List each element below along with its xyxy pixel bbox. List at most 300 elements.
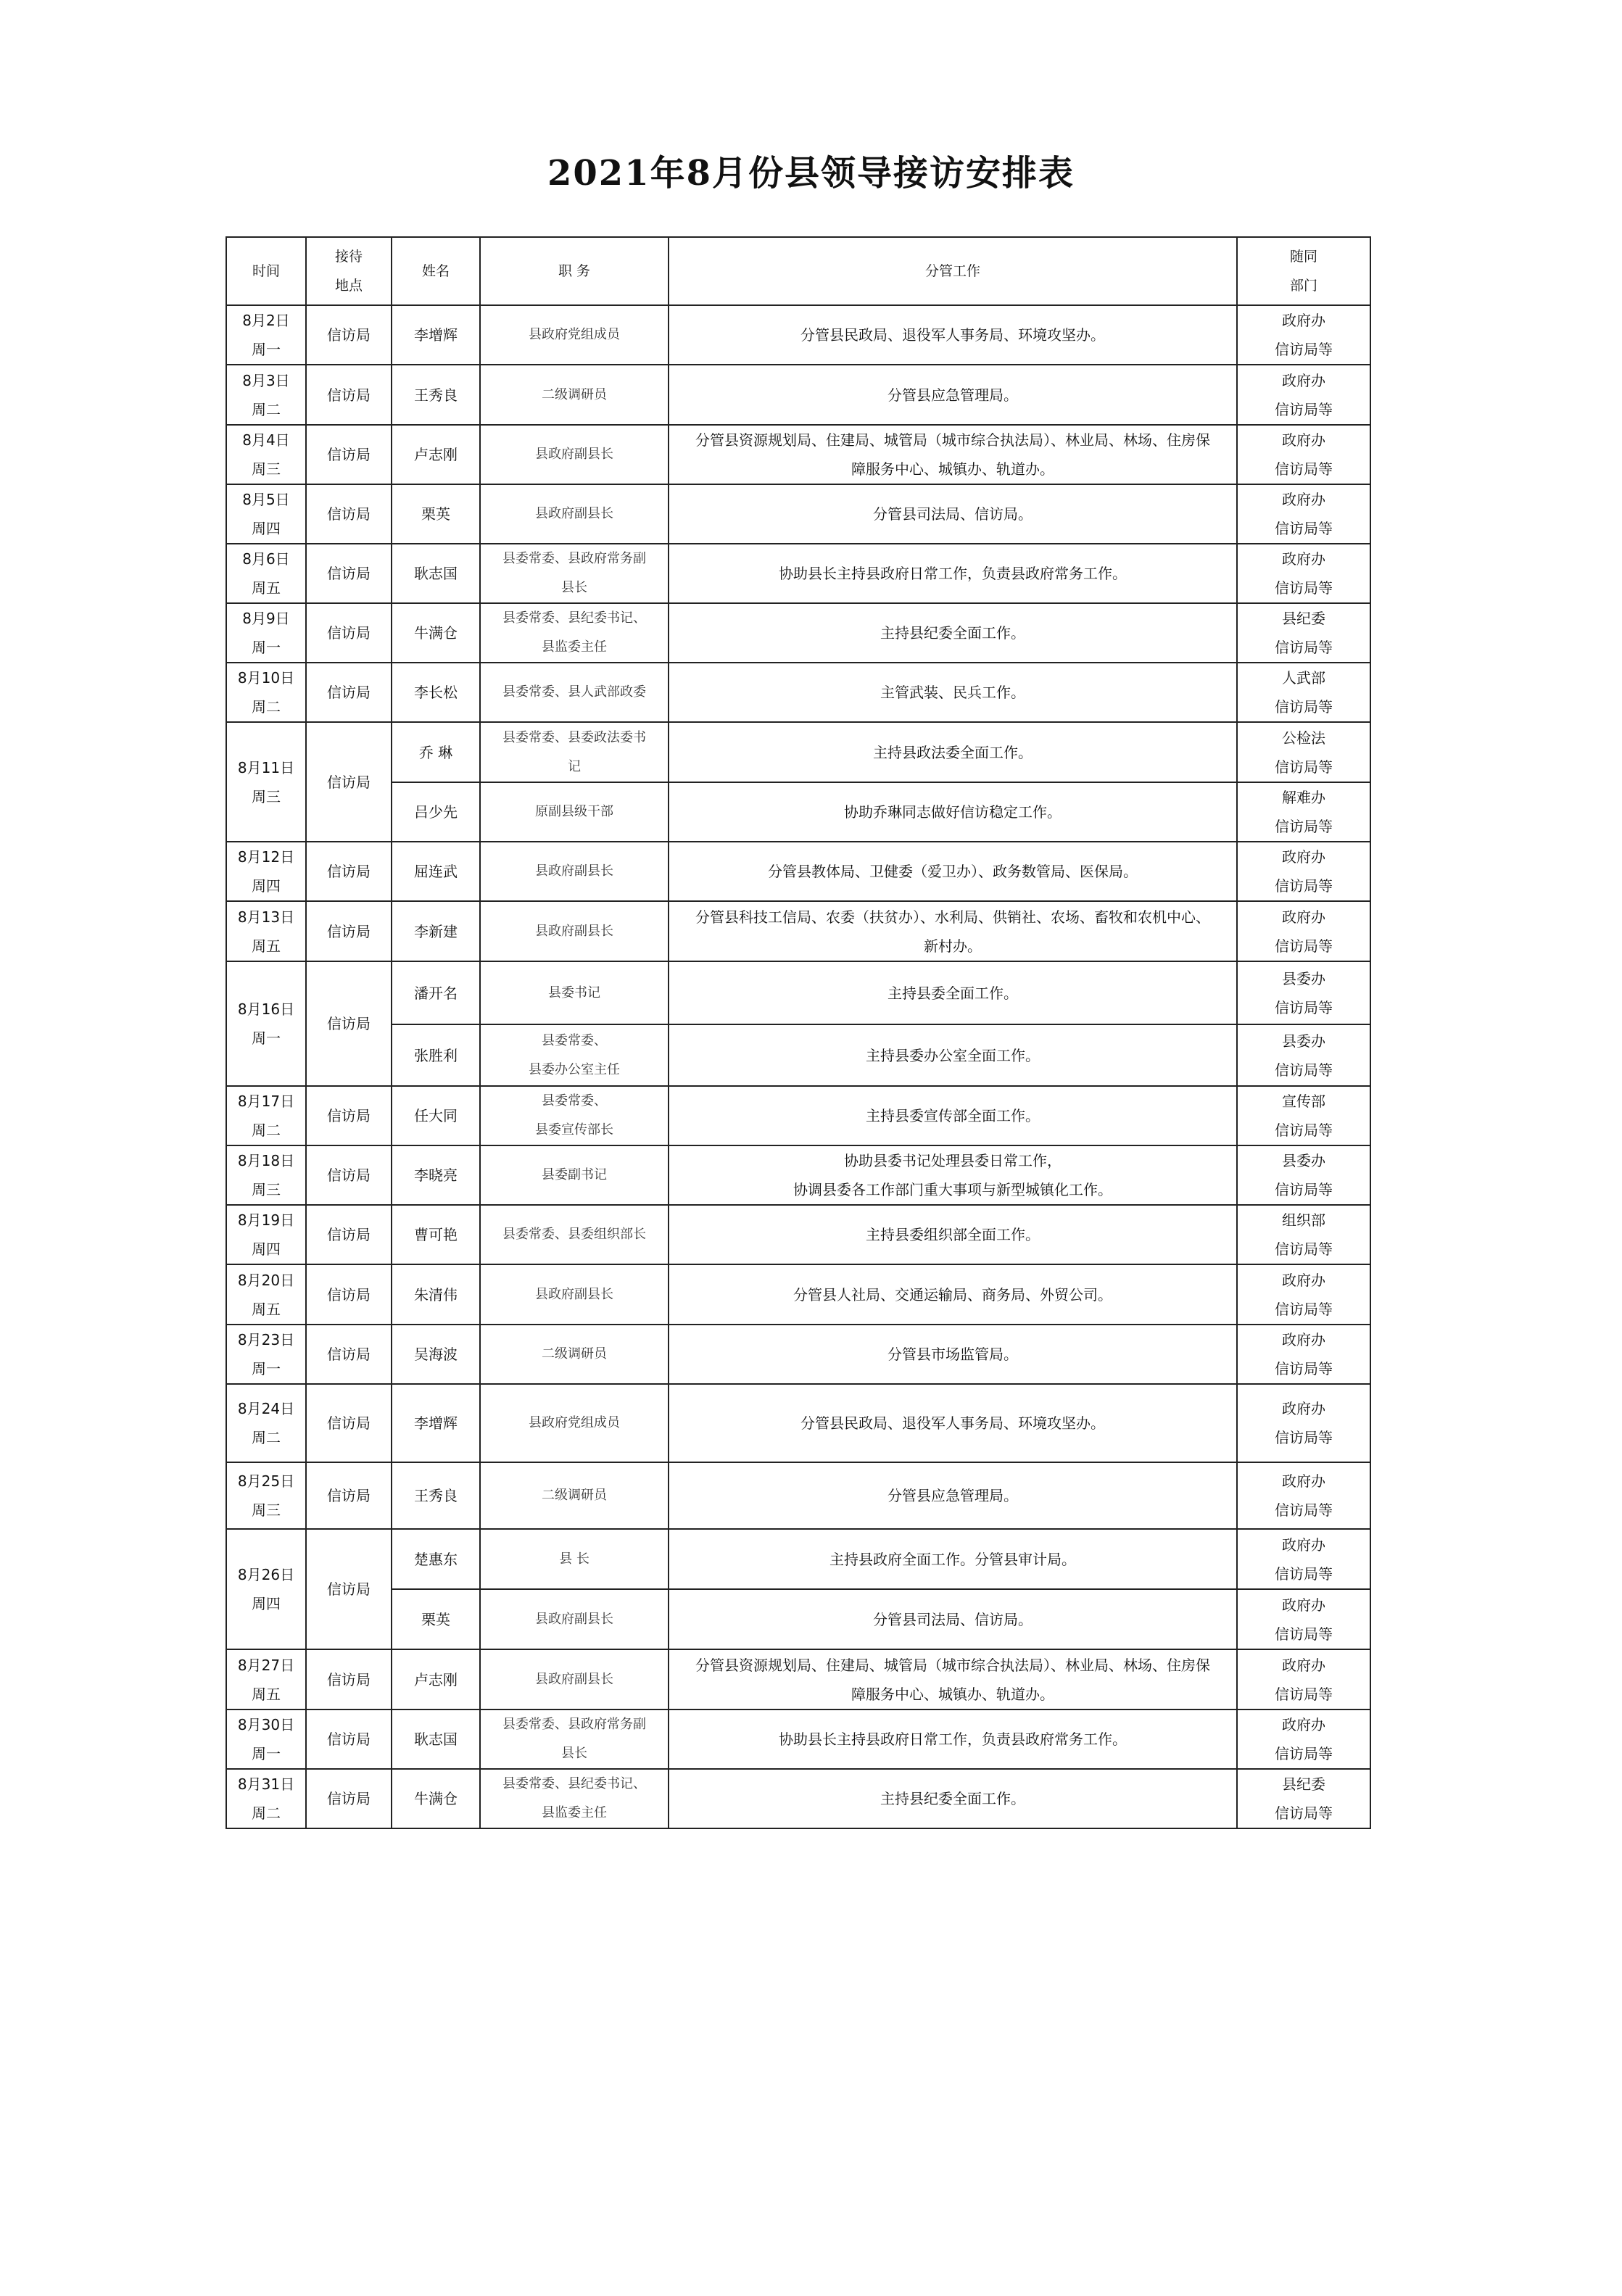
dept-line: 信访局等: [1275, 1061, 1333, 1079]
work-cell: [669, 603, 1237, 663]
work-line: 协助县委书记处理县委日常工作，: [844, 1152, 1062, 1169]
position-line: 县委常委、县人武部政委: [502, 684, 646, 700]
weekday: 周三: [252, 460, 281, 478]
leader-name: 张胜利: [414, 1046, 458, 1064]
date: 8月10日: [237, 669, 295, 687]
dept-cell: [1237, 1024, 1370, 1086]
position-line: 记: [568, 758, 581, 774]
location: 信访局: [327, 1670, 371, 1688]
position-line: 县委办公室主任: [529, 1061, 620, 1077]
work-cell: [669, 1384, 1237, 1462]
dept-cell: [1237, 484, 1370, 544]
name-cell: [392, 722, 480, 782]
date: 8月6日: [242, 550, 290, 568]
dept-line: 信访局等: [1275, 400, 1333, 418]
work-line: 协助乔琳同志做好信访稳定工作。: [844, 803, 1062, 821]
leader-name: 栗英: [421, 505, 450, 523]
date-cell: [226, 901, 306, 961]
dept-line: 信访局等: [1275, 1181, 1333, 1198]
header-dept-line: 部门: [1289, 278, 1317, 294]
name-cell: [392, 901, 480, 961]
dept-line: 政府办: [1282, 550, 1325, 568]
dept-line: 信访局等: [1275, 877, 1333, 895]
date: 8月19日: [237, 1211, 295, 1229]
location: 信访局: [327, 684, 371, 701]
table-row: [226, 1649, 1370, 1709]
name-cell: [392, 1205, 480, 1264]
leader-name: 朱清伟: [414, 1285, 458, 1304]
date-cell: [226, 1384, 306, 1462]
table-row: [226, 1086, 1370, 1145]
weekday: 周二: [252, 1804, 281, 1822]
table-row: [226, 1529, 1370, 1589]
work-line: 协调县委各工作部门重大事项与新型城镇化工作。: [793, 1181, 1112, 1198]
position-line: 县监委主任: [542, 1805, 607, 1820]
position-cell: [480, 1769, 669, 1828]
location: 信访局: [327, 1015, 371, 1032]
position-cell: [480, 1649, 669, 1709]
location-cell: [306, 603, 392, 663]
dept-cell: [1237, 782, 1370, 842]
header-dept: [1237, 237, 1370, 305]
dept-line: 政府办: [1282, 848, 1325, 866]
header-time: 时间: [226, 237, 306, 305]
location-cell: [306, 1086, 392, 1145]
name-cell: [392, 1769, 480, 1828]
dept-line: 政府办: [1282, 1596, 1325, 1614]
date: 8月9日: [242, 610, 290, 627]
weekday: 周一: [252, 1360, 281, 1377]
name-cell: [392, 484, 480, 544]
weekday: 周二: [252, 1122, 281, 1139]
work-line: 新村办。: [924, 937, 982, 955]
location-cell: [306, 961, 392, 1086]
location-cell: [306, 1462, 392, 1529]
leader-name: 任大同: [414, 1107, 458, 1124]
dept-line: 信访局等: [1275, 579, 1333, 597]
leader-name: 栗英: [421, 1610, 450, 1628]
dept-cell: [1237, 1709, 1370, 1769]
weekday: 周五: [252, 579, 281, 597]
name-cell: [392, 1589, 480, 1649]
work-cell: [669, 901, 1237, 961]
date-cell: [226, 722, 306, 842]
weekday: 周二: [252, 698, 281, 716]
header-work: 分管工作: [669, 237, 1237, 305]
dept-line: 信访局等: [1275, 1429, 1333, 1446]
work-cell: [669, 1264, 1237, 1325]
dept-line: 公检法: [1282, 729, 1325, 747]
date: 8月30日: [237, 1716, 295, 1733]
work-cell: [669, 484, 1237, 544]
work-line: 主持县纪委全面工作。: [880, 1790, 1025, 1807]
work-cell: [669, 782, 1237, 842]
location: 信访局: [327, 386, 371, 404]
work-line: 分管县科技工信局、农委（扶贫办）、水利局、供销社、农场、畜牧和农机中心、: [695, 908, 1210, 926]
table-row: [226, 1589, 1370, 1649]
dept-line: 县纪委: [1282, 1775, 1325, 1793]
dept-cell: [1237, 1384, 1370, 1462]
date-cell: [226, 1086, 306, 1145]
location-cell: [306, 1264, 392, 1325]
table-row: [226, 365, 1370, 425]
location-cell: [306, 722, 392, 842]
weekday: 周四: [252, 1240, 281, 1258]
dept-cell: [1237, 1325, 1370, 1384]
date: 8月2日: [242, 312, 290, 329]
dept-cell: [1237, 722, 1370, 782]
header-name: 姓名: [392, 237, 480, 305]
name-cell: [392, 603, 480, 663]
dept-line: 信访局等: [1275, 1564, 1333, 1583]
position-line: 二级调研员: [542, 1346, 607, 1362]
dept-line: 政府办: [1282, 1331, 1325, 1348]
date-cell: [226, 1769, 306, 1828]
position-line: 县政府党组成员: [529, 327, 620, 342]
date-cell: [226, 1325, 306, 1384]
weekday: 周五: [252, 937, 281, 955]
location-cell: [306, 1325, 392, 1384]
table-row: [226, 1024, 1370, 1086]
location-cell: [306, 901, 392, 961]
position-line: 县委书记: [548, 985, 600, 1000]
dept-cell: [1237, 1264, 1370, 1325]
dept-cell: [1237, 365, 1370, 425]
date-cell: [226, 365, 306, 425]
work-line: 分管县民政局、退役军人事务局、环境攻坚办。: [800, 1414, 1105, 1432]
leader-name: 潘开名: [414, 984, 458, 1002]
work-cell: [669, 663, 1237, 722]
position-line: 二级调研员: [542, 386, 607, 402]
location: 信访局: [327, 1107, 371, 1124]
work-line: 障服务中心、城镇办、轨道办。: [851, 460, 1054, 478]
dept-line: 县委办: [1282, 1032, 1325, 1050]
location: 信访局: [327, 1414, 371, 1432]
leader-name: 屈连武: [414, 863, 458, 880]
dept-line: 信访局等: [1275, 998, 1333, 1016]
dept-line: 政府办: [1282, 1400, 1325, 1417]
dept-line: 政府办: [1282, 1716, 1325, 1733]
name-cell: [392, 1529, 480, 1589]
leader-name: 吕少先: [414, 803, 458, 821]
work-line: 障服务中心、城镇办、轨道办。: [851, 1685, 1054, 1703]
table-row: [226, 1325, 1370, 1384]
leader-name: 卢志刚: [414, 1670, 458, 1688]
date: 8月11日: [237, 758, 295, 776]
work-cell: [669, 544, 1237, 603]
dept-line: 政府办: [1282, 1472, 1325, 1490]
name-cell: [392, 1384, 480, 1462]
position-cell: [480, 425, 669, 484]
weekday: 周二: [252, 400, 281, 418]
position-line: 县长: [561, 580, 587, 595]
dept-cell: [1237, 603, 1370, 663]
work-line: 分管县教体局、卫健委（爱卫办）、政务数管局、医保局。: [768, 863, 1138, 880]
table-row: [226, 1264, 1370, 1325]
work-line: 主持县政府全面工作。分管县审计局。: [829, 1550, 1076, 1568]
location: 信访局: [327, 446, 371, 463]
name-cell: [392, 1264, 480, 1325]
table-row: [226, 1769, 1370, 1828]
weekday: 周三: [252, 1181, 281, 1198]
date: 8月23日: [237, 1331, 295, 1348]
position-line: 原副县级干部: [535, 804, 613, 819]
work-cell: [669, 1589, 1237, 1649]
position-line: 县监委主任: [542, 639, 607, 655]
work-line: 分管县应急管理局。: [887, 1487, 1018, 1504]
weekday: 周三: [252, 1501, 281, 1519]
work-line: 协助县长主持县政府日常工作，负责县政府常务工作。: [779, 565, 1127, 582]
work-cell: [669, 305, 1237, 365]
position-line: 县委常委、县委政法委书: [502, 729, 646, 745]
date-cell: [226, 484, 306, 544]
dept-line: 信访局等: [1275, 520, 1333, 537]
work-cell: [669, 1462, 1237, 1529]
work-cell: [669, 722, 1237, 782]
location-cell: [306, 305, 392, 365]
name-cell: [392, 1145, 480, 1205]
table-row: [226, 663, 1370, 722]
dept-cell: [1237, 544, 1370, 603]
position-cell: [480, 544, 669, 603]
location: 信访局: [327, 922, 371, 940]
name-cell: [392, 961, 480, 1024]
work-cell: [669, 842, 1237, 901]
position-line: 县政府副县长: [535, 1671, 613, 1687]
location: 信访局: [327, 1226, 371, 1243]
date-cell: [226, 1205, 306, 1264]
leader-name: 楚惠东: [414, 1550, 458, 1568]
position-line: 县委常委、县委组织部长: [502, 1227, 646, 1242]
name-cell: [392, 544, 480, 603]
dept-line: 政府办: [1282, 491, 1325, 508]
dept-cell: [1237, 901, 1370, 961]
leader-name: 李新建: [414, 922, 458, 940]
location-cell: [306, 1649, 392, 1709]
date-cell: [226, 1649, 306, 1709]
date: 8月25日: [237, 1472, 295, 1490]
location-cell: [306, 365, 392, 425]
date-cell: [226, 603, 306, 663]
work-line: 分管县市场监管局。: [887, 1346, 1018, 1363]
table-row: [226, 961, 1370, 1024]
work-line: 分管县应急管理局。: [887, 386, 1018, 404]
date: 8月31日: [237, 1775, 295, 1793]
position-line: 县政府副县长: [535, 1286, 613, 1302]
dept-line: 政府办: [1282, 1535, 1325, 1554]
dept-cell: [1237, 1145, 1370, 1205]
dept-line: 人武部: [1282, 669, 1325, 687]
weekday: 周四: [252, 1595, 281, 1612]
leader-name: 李增辉: [414, 326, 458, 344]
dept-line: 信访局等: [1275, 460, 1333, 478]
position-line: 县委常委、县纪委书记、: [502, 1776, 646, 1791]
dept-cell: [1237, 1649, 1370, 1709]
location: 信访局: [327, 773, 371, 791]
position-line: 二级调研员: [542, 1488, 607, 1503]
header-location: [306, 237, 392, 305]
weekday: 周一: [252, 639, 281, 656]
name-cell: [392, 425, 480, 484]
leader-name: 李增辉: [414, 1414, 458, 1432]
position-line: 县委常委、县纪委书记、: [502, 610, 646, 626]
work-cell: [669, 1086, 1237, 1145]
position-cell: [480, 1145, 669, 1205]
work-line: 分管县民政局、退役军人事务局、环境攻坚办。: [800, 326, 1105, 344]
position-cell: [480, 1384, 669, 1462]
table-row: [226, 1462, 1370, 1529]
weekday: 周五: [252, 1300, 281, 1318]
table-row: [226, 1709, 1370, 1769]
leader-name: 耿志国: [414, 565, 458, 582]
dept-line: 政府办: [1282, 371, 1325, 389]
position-cell: [480, 782, 669, 842]
position-line: 县政府党组成员: [529, 1415, 620, 1430]
work-cell: [669, 1205, 1237, 1264]
name-cell: [392, 663, 480, 722]
position-cell: [480, 901, 669, 961]
date: 8月17日: [237, 1093, 295, 1110]
location-cell: [306, 1709, 392, 1769]
leader-name: 王秀良: [414, 386, 458, 404]
dept-line: 信访局等: [1275, 1501, 1333, 1519]
position-line: 县政府副县长: [535, 447, 613, 462]
position-cell: [480, 842, 669, 901]
position-cell: [480, 484, 669, 544]
position-cell: [480, 1325, 669, 1384]
dept-cell: [1237, 961, 1370, 1024]
location: 信访局: [327, 1487, 371, 1504]
table-row: [226, 1205, 1370, 1264]
work-cell: [669, 1529, 1237, 1589]
date-cell: [226, 663, 306, 722]
leader-name: 李晓亮: [414, 1166, 458, 1184]
work-cell: [669, 1325, 1237, 1384]
location-cell: [306, 544, 392, 603]
position-line: 县 长: [559, 1551, 589, 1567]
date: 8月5日: [242, 491, 290, 508]
date: 8月24日: [237, 1400, 295, 1417]
position-cell: [480, 663, 669, 722]
table-row: [226, 782, 1370, 842]
name-cell: [392, 782, 480, 842]
name-cell: [392, 1024, 480, 1086]
position-line: 县长: [561, 1746, 587, 1761]
date-cell: [226, 1529, 306, 1649]
weekday: 周二: [252, 1429, 281, 1446]
location: 信访局: [327, 863, 371, 880]
location: 信访局: [327, 326, 371, 344]
dept-line: 信访局等: [1275, 758, 1333, 776]
work-cell: [669, 425, 1237, 484]
work-cell: [669, 961, 1237, 1024]
table-row: [226, 722, 1370, 782]
name-cell: [392, 1709, 480, 1769]
dept-line: 信访局等: [1275, 937, 1333, 955]
leader-name: 曹可艳: [414, 1226, 458, 1243]
work-cell: [669, 1024, 1237, 1086]
name-cell: [392, 1325, 480, 1384]
location-cell: [306, 1384, 392, 1462]
position-line: 县委副书记: [542, 1167, 607, 1182]
dept-line: 政府办: [1282, 1656, 1325, 1674]
work-line: 主持县纪委全面工作。: [880, 624, 1025, 642]
header-dept-line: 随同: [1289, 249, 1317, 265]
table-row: [226, 305, 1370, 365]
work-line: 主持县政法委全面工作。: [873, 743, 1033, 761]
table-row: [226, 544, 1370, 603]
dept-cell: [1237, 1086, 1370, 1145]
page-title: 2021年8月份县领导接访安排表: [547, 153, 1075, 194]
date: 8月3日: [242, 371, 290, 389]
position-cell: [480, 305, 669, 365]
dept-line: 信访局等: [1275, 1300, 1333, 1318]
schedule-table: [225, 236, 1371, 1829]
header-location-line: 接待: [334, 249, 363, 265]
dept-line: 宣传部: [1282, 1093, 1325, 1110]
position-line: 县委常委、: [542, 1032, 607, 1048]
location-cell: [306, 842, 392, 901]
dept-line: 政府办: [1282, 1271, 1325, 1289]
location-cell: [306, 663, 392, 722]
name-cell: [392, 365, 480, 425]
leader-name: 耿志国: [414, 1731, 458, 1748]
position-cell: [480, 1205, 669, 1264]
work-cell: [669, 1709, 1237, 1769]
leader-name: 李长松: [414, 684, 458, 701]
date: 8月27日: [237, 1656, 295, 1674]
position-line: 县政府副县长: [535, 1611, 613, 1627]
work-cell: [669, 1649, 1237, 1709]
position-line: 县政府副县长: [535, 923, 613, 939]
location-cell: [306, 484, 392, 544]
location: 信访局: [327, 1731, 371, 1748]
work-line: 协助县长主持县政府日常工作，负责县政府常务工作。: [779, 1731, 1127, 1748]
date-cell: [226, 1145, 306, 1205]
dept-line: 解难办: [1282, 789, 1325, 806]
weekday: 周三: [252, 787, 281, 805]
weekday: 周四: [252, 520, 281, 537]
work-cell: [669, 1145, 1237, 1205]
date-cell: [226, 961, 306, 1086]
dept-cell: [1237, 1589, 1370, 1649]
dept-line: 县委办: [1282, 969, 1325, 987]
work-cell: [669, 1769, 1237, 1828]
location: 信访局: [327, 1285, 371, 1304]
dept-line: 信访局等: [1275, 698, 1333, 716]
dept-line: 政府办: [1282, 431, 1325, 449]
position-cell: [480, 1264, 669, 1325]
date-cell: [226, 1462, 306, 1529]
dept-line: 政府办: [1282, 908, 1325, 926]
location-cell: [306, 1769, 392, 1828]
weekday: 周一: [252, 1745, 281, 1762]
work-line: 分管县资源规划局、住建局、城管局（城市综合执法局）、林业局、林场、住房保: [695, 1656, 1210, 1674]
date-cell: [226, 425, 306, 484]
location-cell: [306, 1205, 392, 1264]
position-line: 县委宣传部长: [535, 1122, 613, 1137]
position-cell: [480, 1529, 669, 1589]
position-cell: [480, 1086, 669, 1145]
work-line: 主持县委组织部全面工作。: [866, 1226, 1040, 1243]
position-line: 县委常委、: [542, 1093, 607, 1108]
position-line: 县政府副县长: [535, 506, 613, 521]
dept-line: 信访局等: [1275, 1625, 1333, 1643]
dept-line: 信访局等: [1275, 1804, 1333, 1822]
leader-name: 王秀良: [414, 1487, 458, 1504]
table-body: [226, 305, 1370, 1828]
table-row: [226, 484, 1370, 544]
